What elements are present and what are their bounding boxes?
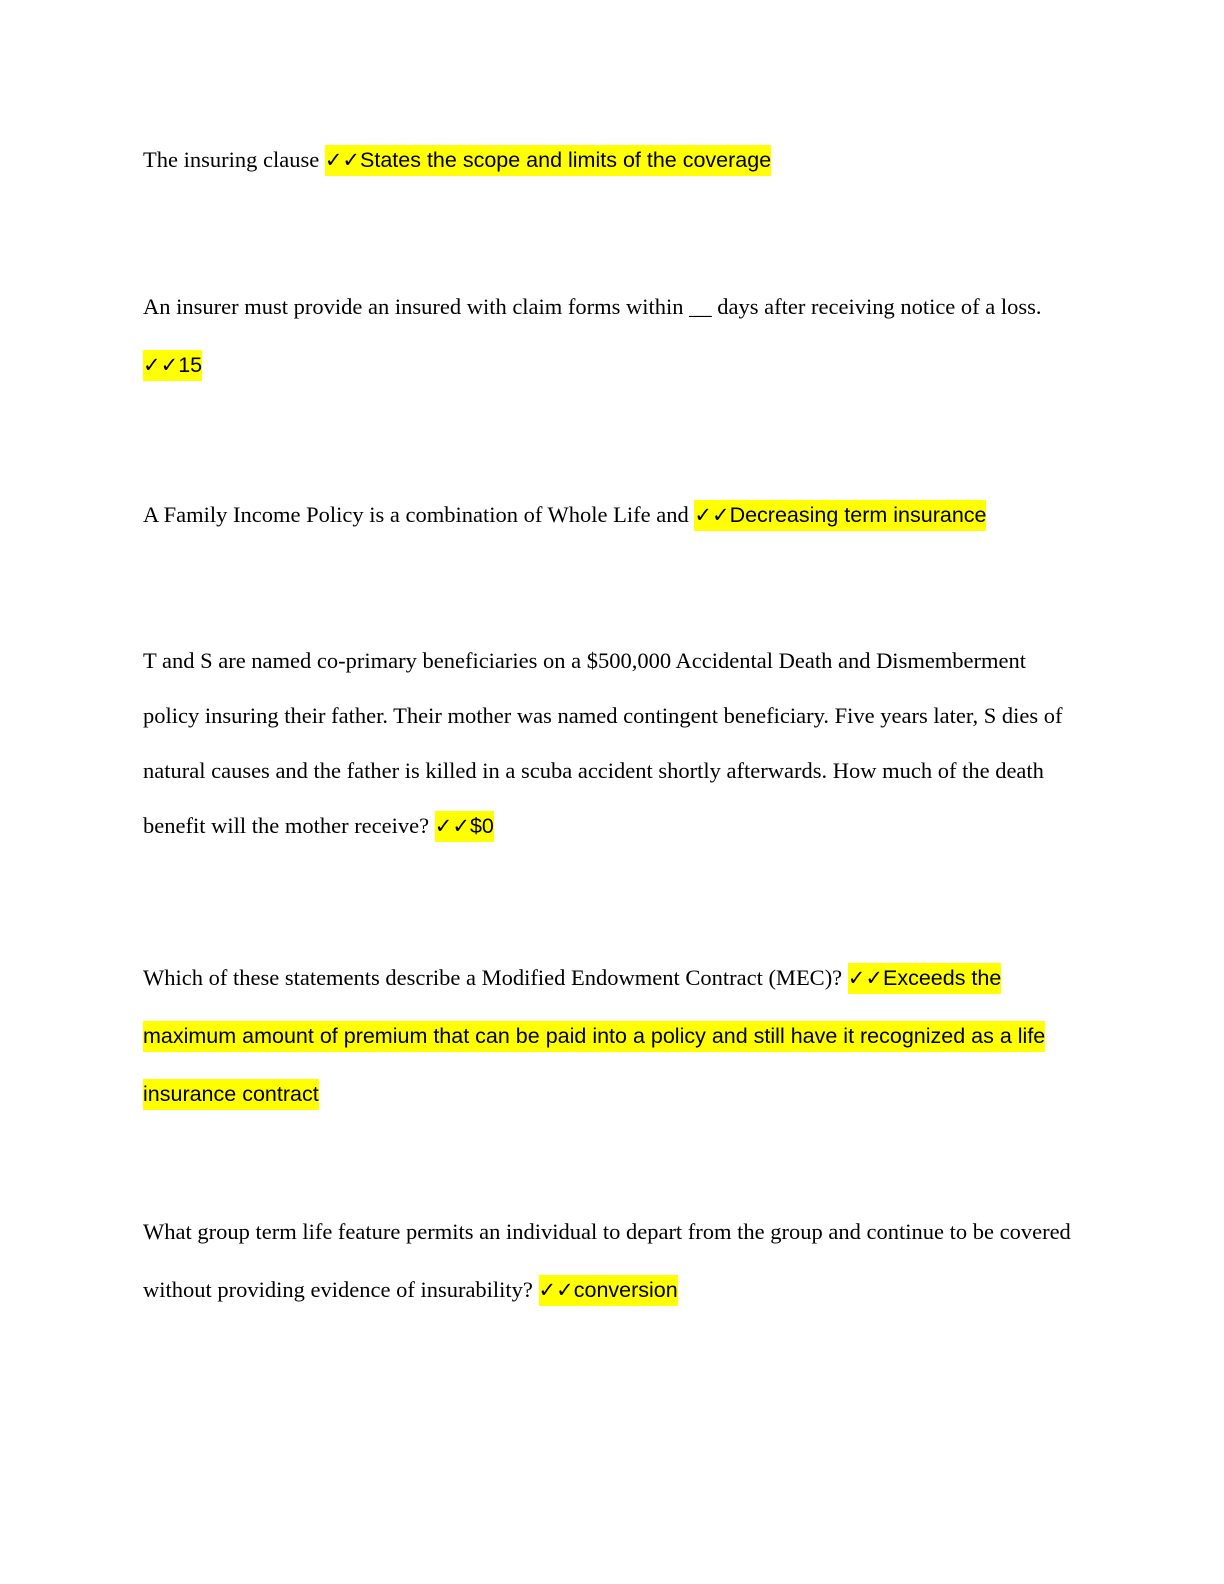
question-text: Which of these statements describe a Modified Endowment Contract (MEC)? [143, 965, 843, 990]
answer-text: 15 [178, 353, 203, 377]
qa-item-mec [143, 949, 1083, 1123]
answer-highlight [143, 350, 202, 381]
question-text: What group term life feature permits an individual to depart from the group and continue to be covered without providing evidence of insurability? [143, 1219, 1071, 1302]
double-check-icon: ✓✓ [847, 966, 883, 990]
qa-item-beneficiaries [143, 633, 1083, 854]
answer-highlight [539, 1275, 678, 1306]
answer-highlight [694, 500, 986, 531]
double-check-icon: ✓✓ [324, 148, 361, 172]
double-check-icon: ✓✓ [143, 353, 179, 377]
qa-item-claim-forms [143, 278, 1083, 394]
answer-text: States the scope and limits of the coverage [360, 148, 772, 172]
double-check-icon: ✓✓ [694, 503, 730, 527]
question-text: An insurer must provide an insured with claim forms within __ days after receiving notice of a loss. [143, 294, 1042, 319]
qa-item-insuring-clause [143, 131, 1083, 189]
answer-highlight [325, 145, 771, 176]
answer-text: Decreasing term insurance [729, 503, 987, 527]
answer-text: conversion [573, 1278, 678, 1302]
answer-text: $0 [469, 814, 494, 838]
double-check-icon: ✓✓ [538, 1278, 574, 1302]
qa-item-group-term-life [143, 1203, 1083, 1319]
question-text: T and S are named co-primary beneficiaries on a $500,000 Accidental Death and Dismemberment policy insuring their father. Their mother was named contingent beneficiary. Five years later, S dies of natural causes and the father is killed in a scuba accident shortly afterwards. How much of the death benefit will the mother receive? [143, 648, 1063, 838]
qa-item-family-income-policy [143, 486, 1083, 544]
answer-highlight [435, 811, 494, 842]
double-check-icon: ✓✓ [434, 814, 470, 838]
answer-text: Exceeds the maximum amount of premium that can be paid into a policy and still have it recognized as a life insurance contract [143, 966, 1046, 1106]
question-text: The insuring clause [143, 147, 320, 172]
question-text: A Family Income Policy is a combination of Whole Life and [143, 502, 689, 527]
